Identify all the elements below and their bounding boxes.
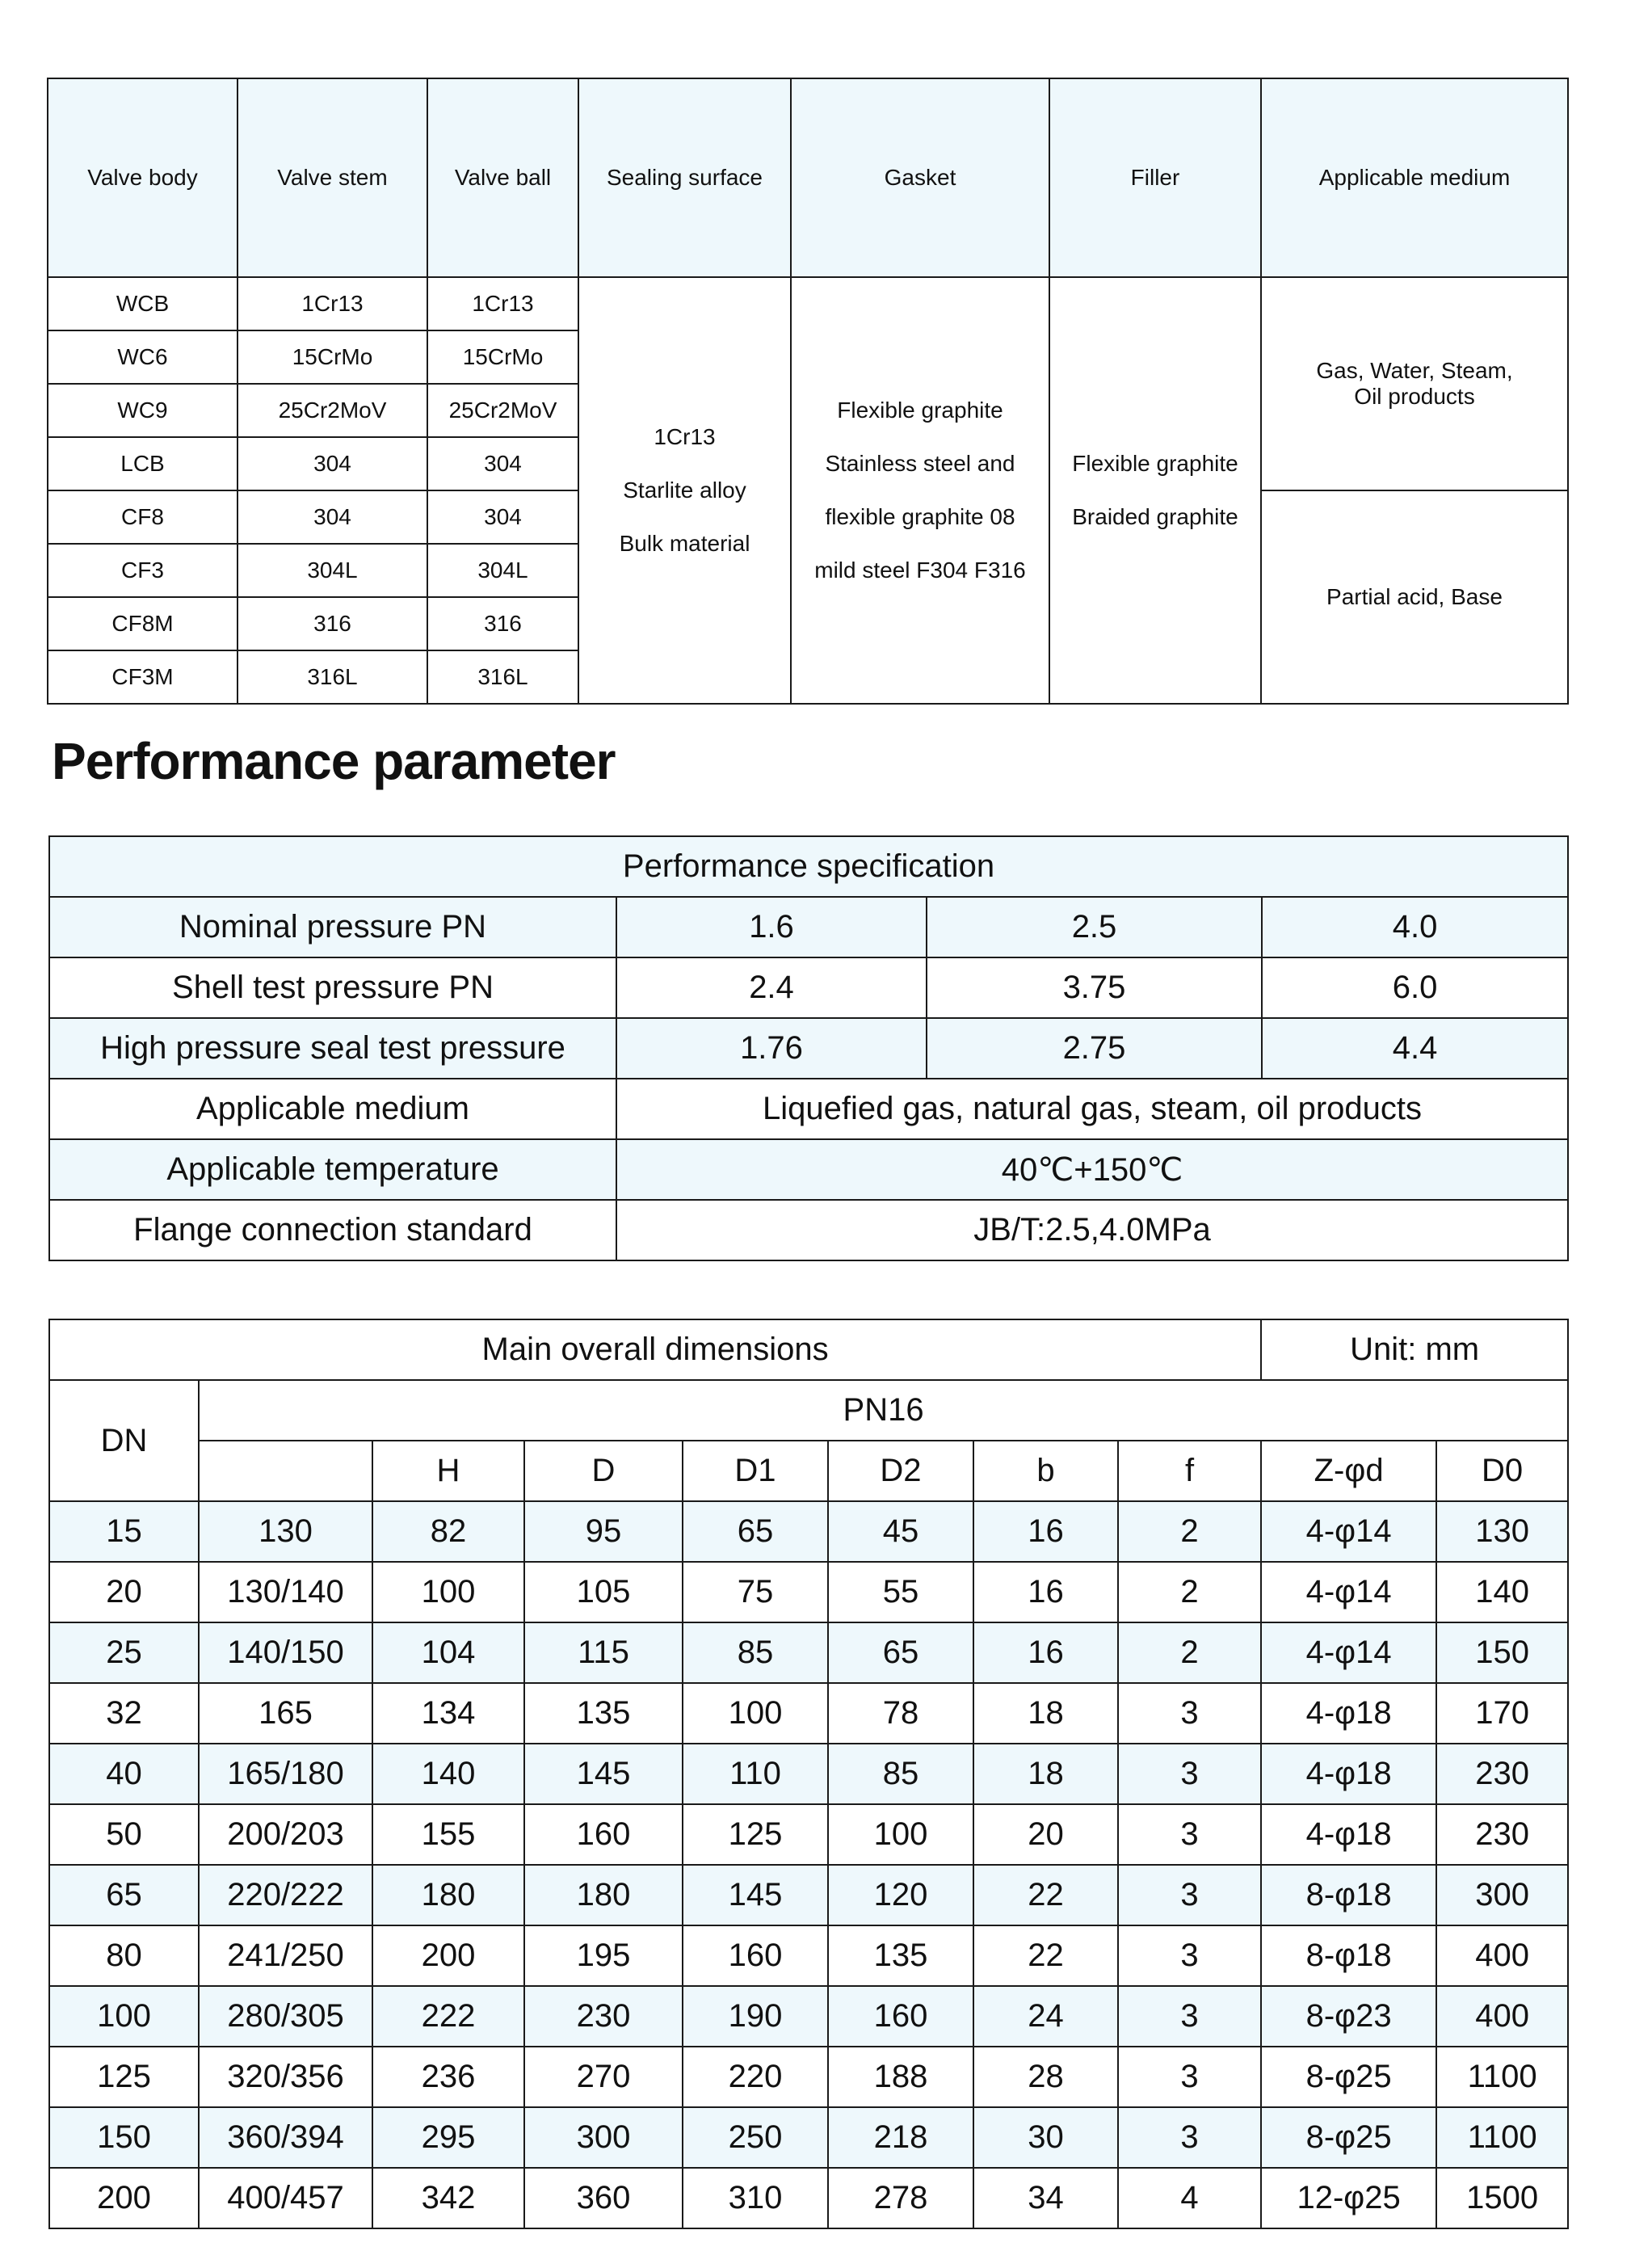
- valve-body-cell: LCB: [48, 437, 238, 490]
- dimension-cell: 1100: [1436, 2107, 1568, 2168]
- dimension-cell: 8-φ23: [1261, 1986, 1436, 2047]
- dimension-cell: 230: [1436, 1804, 1568, 1865]
- dimension-cell: 4-φ14: [1261, 1501, 1436, 1562]
- valve-body-cell: WC9: [48, 384, 238, 437]
- performance-value: 2.4: [616, 957, 927, 1018]
- dimension-cell: 3: [1118, 1683, 1261, 1744]
- dimension-cell: 400/457: [199, 2168, 372, 2228]
- dimension-cell: 20: [973, 1804, 1118, 1865]
- dimensions-row: [49, 1744, 1568, 1804]
- valve-stem-cell: 316: [238, 597, 427, 650]
- dimension-cell: 195: [524, 1925, 683, 1986]
- sealing-surface-line: 1Cr13: [654, 424, 716, 449]
- dn-cell: 100: [49, 1986, 199, 2047]
- dimensions-row: [49, 1925, 1568, 1986]
- performance-title: Performance specification: [49, 836, 1568, 897]
- dimension-cell: 4-φ18: [1261, 1683, 1436, 1744]
- performance-value: 1.6: [616, 897, 927, 957]
- dimension-cell: 280/305: [199, 1986, 372, 2047]
- dimension-cell: 16: [973, 1562, 1118, 1622]
- dn-label: DN: [49, 1380, 199, 1501]
- dimension-cell: 22: [973, 1925, 1118, 1986]
- dimensions-row: [49, 2168, 1568, 2228]
- dimension-cell: 295: [372, 2107, 524, 2168]
- dimension-cell: 4-φ18: [1261, 1744, 1436, 1804]
- materials-header-row: [48, 78, 1568, 277]
- dimension-cell: 65: [683, 1501, 828, 1562]
- gasket-line: mild steel F304 F316: [814, 558, 1026, 583]
- dimension-cell: 16: [973, 1622, 1118, 1683]
- dimension-cell: 218: [828, 2107, 973, 2168]
- dimension-cell: 104: [372, 1622, 524, 1683]
- dimension-cell: 3: [1118, 2047, 1261, 2107]
- performance-label: Applicable temperature: [49, 1139, 616, 1200]
- dimension-cell: 95: [524, 1501, 683, 1562]
- dimension-cell: 1500: [1436, 2168, 1568, 2228]
- dimension-cell: 22: [973, 1865, 1118, 1925]
- dimension-cell: 300: [524, 2107, 683, 2168]
- dn-cell: 125: [49, 2047, 199, 2107]
- applicable-medium-line: Oil products: [1354, 384, 1475, 409]
- dimension-cell: 188: [828, 2047, 973, 2107]
- dimension-cell: 130: [1436, 1501, 1568, 1562]
- materials-header-cell: Sealing surface: [578, 78, 791, 277]
- materials-row: [48, 277, 1568, 330]
- dimension-column-header: f: [1118, 1441, 1261, 1501]
- dimension-cell: 135: [524, 1683, 683, 1744]
- performance-value: 3.75: [927, 957, 1262, 1018]
- valve-ball-cell: 304L: [427, 544, 578, 597]
- dimension-cell: 400: [1436, 1925, 1568, 1986]
- dimension-cell: 180: [372, 1865, 524, 1925]
- dn-cell: 20: [49, 1562, 199, 1622]
- dimension-cell: 250: [683, 2107, 828, 2168]
- performance-value: 6.0: [1262, 957, 1568, 1018]
- dimension-cell: 24: [973, 1986, 1118, 2047]
- gasket-line: Stainless steel and: [825, 451, 1015, 476]
- valve-ball-cell: 25Cr2MoV: [427, 384, 578, 437]
- dimension-column-header: Z-φd: [1261, 1441, 1436, 1501]
- performance-table: [48, 835, 1569, 1261]
- dimensions-pn-row: [49, 1380, 1568, 1441]
- valve-stem-cell: 304: [238, 437, 427, 490]
- performance-row: [49, 897, 1568, 957]
- dimension-column-header: [199, 1441, 372, 1501]
- dimension-cell: 180: [524, 1865, 683, 1925]
- dimension-cell: 165/180: [199, 1744, 372, 1804]
- dimension-cell: 230: [524, 1986, 683, 2047]
- dimension-column-header: H: [372, 1441, 524, 1501]
- dimension-cell: 165: [199, 1683, 372, 1744]
- dimensions-row: [49, 1986, 1568, 2047]
- dimension-cell: 8-φ25: [1261, 2107, 1436, 2168]
- performance-value: 2.75: [927, 1018, 1262, 1079]
- dimension-cell: 8-φ25: [1261, 2047, 1436, 2107]
- materials-header-cell: Valve stem: [238, 78, 427, 277]
- applicable-medium-cell: [1261, 277, 1568, 490]
- materials-header-cell: Valve body: [48, 78, 238, 277]
- sealing-surface-cell: [578, 277, 791, 704]
- dimension-cell: 34: [973, 2168, 1118, 2228]
- dimensions-unit: Unit: mm: [1261, 1319, 1568, 1380]
- performance-value: 4.4: [1262, 1018, 1568, 1079]
- dimension-cell: 85: [683, 1622, 828, 1683]
- valve-stem-cell: 316L: [238, 650, 427, 704]
- dimension-column-header: D: [524, 1441, 683, 1501]
- performance-value: 4.0: [1262, 897, 1568, 957]
- dimension-cell: 134: [372, 1683, 524, 1744]
- dimensions-column-row: [49, 1441, 1568, 1501]
- dimension-cell: 120: [828, 1865, 973, 1925]
- dimensions-row: [49, 1562, 1568, 1622]
- materials-header-cell: Valve ball: [427, 78, 578, 277]
- dimension-cell: 170: [1436, 1683, 1568, 1744]
- dimension-cell: 8-φ18: [1261, 1865, 1436, 1925]
- valve-ball-cell: 304: [427, 437, 578, 490]
- dimension-cell: 1100: [1436, 2047, 1568, 2107]
- gasket-cell: [791, 277, 1049, 704]
- dimension-cell: 342: [372, 2168, 524, 2228]
- dimensions-row: [49, 2107, 1568, 2168]
- gasket-line: flexible graphite 08: [825, 504, 1015, 529]
- performance-label: Nominal pressure PN: [49, 897, 616, 957]
- dimension-cell: 130/140: [199, 1562, 372, 1622]
- dimension-cell: 2: [1118, 1562, 1261, 1622]
- valve-stem-cell: 1Cr13: [238, 277, 427, 330]
- dimension-cell: 18: [973, 1683, 1118, 1744]
- materials-header-cell: Filler: [1049, 78, 1261, 277]
- dn-cell: 25: [49, 1622, 199, 1683]
- dimension-cell: 18: [973, 1744, 1118, 1804]
- dimension-cell: 160: [524, 1804, 683, 1865]
- dn-cell: 65: [49, 1865, 199, 1925]
- performance-row: [49, 1139, 1568, 1200]
- valve-stem-cell: 15CrMo: [238, 330, 427, 384]
- dimension-cell: 3: [1118, 1744, 1261, 1804]
- dimension-cell: 8-φ18: [1261, 1925, 1436, 1986]
- performance-value: Liquefied gas, natural gas, steam, oil products: [616, 1079, 1568, 1139]
- dimension-cell: 75: [683, 1562, 828, 1622]
- valve-ball-cell: 316: [427, 597, 578, 650]
- dimension-cell: 230: [1436, 1744, 1568, 1804]
- dn-cell: 80: [49, 1925, 199, 1986]
- performance-value: 1.76: [616, 1018, 927, 1079]
- applicable-medium-cell: Partial acid, Base: [1261, 490, 1568, 704]
- dimension-cell: 16: [973, 1501, 1118, 1562]
- dimension-cell: 85: [828, 1744, 973, 1804]
- performance-label: Shell test pressure PN: [49, 957, 616, 1018]
- performance-label: Applicable medium: [49, 1079, 616, 1139]
- dimension-cell: 4-φ14: [1261, 1622, 1436, 1683]
- performance-title-row: [49, 836, 1568, 897]
- dimension-cell: 300: [1436, 1865, 1568, 1925]
- valve-body-cell: CF8M: [48, 597, 238, 650]
- materials-header-cell: Applicable medium: [1261, 78, 1568, 277]
- performance-row: [49, 957, 1568, 1018]
- dimension-cell: 65: [828, 1622, 973, 1683]
- dimension-cell: 3: [1118, 1865, 1261, 1925]
- pn-label: PN16: [199, 1380, 1568, 1441]
- dimensions-row: [49, 1622, 1568, 1683]
- dimension-cell: 200/203: [199, 1804, 372, 1865]
- dimension-cell: 220/222: [199, 1865, 372, 1925]
- dimension-column-header: D0: [1436, 1441, 1568, 1501]
- dimension-cell: 45: [828, 1501, 973, 1562]
- dimension-cell: 400: [1436, 1986, 1568, 2047]
- dimension-cell: 236: [372, 2047, 524, 2107]
- dimensions-table: [48, 1319, 1569, 2229]
- materials-header-cell: Gasket: [791, 78, 1049, 277]
- performance-row: [49, 1200, 1568, 1260]
- dimensions-row: [49, 1501, 1568, 1562]
- dimension-cell: 115: [524, 1622, 683, 1683]
- gasket-line: Flexible graphite: [837, 398, 1003, 423]
- dimension-cell: 125: [683, 1804, 828, 1865]
- dimension-cell: 135: [828, 1925, 973, 1986]
- valve-body-cell: CF3: [48, 544, 238, 597]
- performance-label: High pressure seal test pressure: [49, 1018, 616, 1079]
- dimension-cell: 28: [973, 2047, 1118, 2107]
- valve-body-cell: WCB: [48, 277, 238, 330]
- valve-ball-cell: 15CrMo: [427, 330, 578, 384]
- dimensions-row: [49, 2047, 1568, 2107]
- filler-cell: [1049, 277, 1261, 704]
- dimension-cell: 100: [372, 1562, 524, 1622]
- dimension-cell: 4: [1118, 2168, 1261, 2228]
- dimension-column-header: D1: [683, 1441, 828, 1501]
- performance-row: [49, 1079, 1568, 1139]
- valve-stem-cell: 304L: [238, 544, 427, 597]
- dimension-column-header: b: [973, 1441, 1118, 1501]
- dimension-cell: 150: [1436, 1622, 1568, 1683]
- dimension-cell: 360: [524, 2168, 683, 2228]
- dimension-cell: 2: [1118, 1622, 1261, 1683]
- valve-stem-cell: 304: [238, 490, 427, 544]
- dimension-cell: 105: [524, 1562, 683, 1622]
- dimension-cell: 200: [372, 1925, 524, 1986]
- dn-cell: 50: [49, 1804, 199, 1865]
- dimension-cell: 160: [828, 1986, 973, 2047]
- dimension-cell: 3: [1118, 1804, 1261, 1865]
- performance-label: Flange connection standard: [49, 1200, 616, 1260]
- dimension-cell: 110: [683, 1744, 828, 1804]
- dimension-cell: 3: [1118, 1986, 1261, 2047]
- dimension-cell: 241/250: [199, 1925, 372, 1986]
- dimension-cell: 4-φ18: [1261, 1804, 1436, 1865]
- dn-cell: 40: [49, 1744, 199, 1804]
- dimension-cell: 220: [683, 2047, 828, 2107]
- dimension-cell: 55: [828, 1562, 973, 1622]
- valve-ball-cell: 304: [427, 490, 578, 544]
- dimension-cell: 222: [372, 1986, 524, 2047]
- dimension-cell: 278: [828, 2168, 973, 2228]
- dimensions-title: Main overall dimensions: [49, 1319, 1261, 1380]
- dimensions-row: [49, 1865, 1568, 1925]
- applicable-medium-line: Gas, Water, Steam,: [1316, 358, 1513, 383]
- materials-table: [47, 78, 1569, 705]
- dimension-cell: 130: [199, 1501, 372, 1562]
- dimensions-title-row: [49, 1319, 1568, 1380]
- dimension-cell: 3: [1118, 2107, 1261, 2168]
- dimension-cell: 3: [1118, 1925, 1261, 1986]
- performance-value: 2.5: [927, 897, 1262, 957]
- dimension-cell: 12-φ25: [1261, 2168, 1436, 2228]
- dimension-cell: 4-φ14: [1261, 1562, 1436, 1622]
- dimension-column-header: D2: [828, 1441, 973, 1501]
- dimension-cell: 100: [683, 1683, 828, 1744]
- dn-cell: 15: [49, 1501, 199, 1562]
- dimension-cell: 270: [524, 2047, 683, 2107]
- performance-value: 40℃+150℃: [616, 1139, 1568, 1200]
- dimensions-row: [49, 1804, 1568, 1865]
- dn-cell: 150: [49, 2107, 199, 2168]
- sealing-surface-line: Bulk material: [619, 531, 750, 556]
- dimension-cell: 310: [683, 2168, 828, 2228]
- valve-body-cell: WC6: [48, 330, 238, 384]
- dimension-cell: 140: [1436, 1562, 1568, 1622]
- dimension-cell: 145: [524, 1744, 683, 1804]
- performance-row: [49, 1018, 1568, 1079]
- sealing-surface-line: Starlite alloy: [623, 478, 746, 503]
- dimension-cell: 2: [1118, 1501, 1261, 1562]
- dimension-cell: 155: [372, 1804, 524, 1865]
- valve-stem-cell: 25Cr2MoV: [238, 384, 427, 437]
- dimension-cell: 82: [372, 1501, 524, 1562]
- filler-line: Flexible graphite: [1072, 451, 1238, 476]
- valve-body-cell: CF8: [48, 490, 238, 544]
- dimension-cell: 30: [973, 2107, 1118, 2168]
- dn-cell: 200: [49, 2168, 199, 2228]
- dimension-cell: 78: [828, 1683, 973, 1744]
- dimension-cell: 140: [372, 1744, 524, 1804]
- dimension-cell: 360/394: [199, 2107, 372, 2168]
- valve-ball-cell: 1Cr13: [427, 277, 578, 330]
- filler-line: Braided graphite: [1072, 504, 1238, 529]
- dimension-cell: 140/150: [199, 1622, 372, 1683]
- section-heading: Performance parameter: [52, 732, 616, 790]
- dimension-cell: 145: [683, 1865, 828, 1925]
- performance-value: JB/T:2.5,4.0MPa: [616, 1200, 1568, 1260]
- valve-ball-cell: 316L: [427, 650, 578, 704]
- dimension-cell: 320/356: [199, 2047, 372, 2107]
- dn-cell: 32: [49, 1683, 199, 1744]
- dimension-cell: 160: [683, 1925, 828, 1986]
- dimension-cell: 190: [683, 1986, 828, 2047]
- valve-body-cell: CF3M: [48, 650, 238, 704]
- dimension-cell: 100: [828, 1804, 973, 1865]
- dimensions-row: [49, 1683, 1568, 1744]
